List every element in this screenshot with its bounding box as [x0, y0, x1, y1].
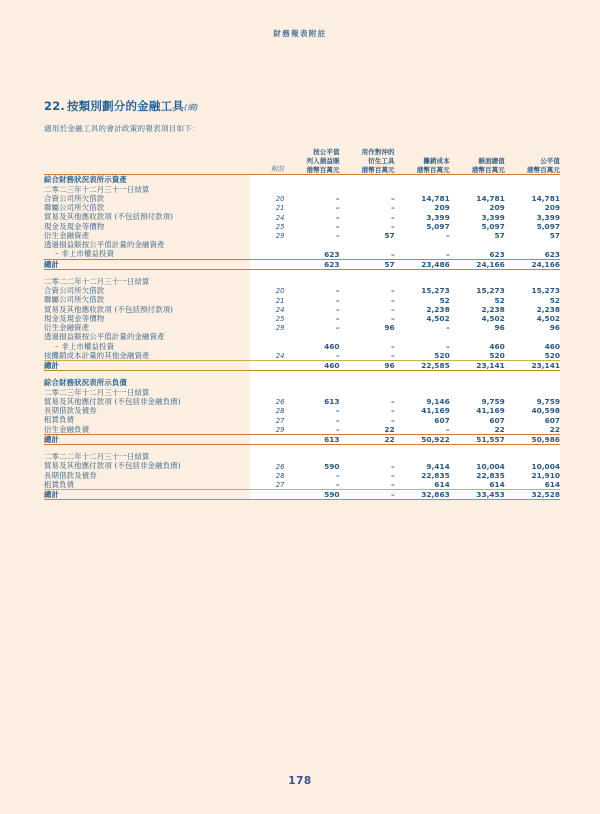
row-note-ref: 25	[250, 222, 284, 231]
table-cell-value	[505, 240, 560, 249]
row-note-ref: 26	[250, 461, 284, 470]
row-note-ref	[250, 342, 284, 351]
table-cell-value	[505, 185, 560, 194]
table-cell-value	[450, 175, 505, 185]
total-label: 總計	[44, 259, 250, 269]
table-period-label	[44, 277, 560, 286]
table-row	[44, 480, 560, 490]
table-cell-value	[395, 185, 450, 194]
row-note-ref: 29	[250, 231, 284, 240]
table-cell-value: 3,399	[505, 212, 560, 221]
note-intro: 適用於金融工具的會計政策的報表項目如下：	[44, 124, 200, 133]
row-note-ref	[250, 240, 284, 249]
row-label: 貿易及其他應收款項 (不包括預付款項)	[44, 212, 174, 222]
table-cell-value: –	[340, 351, 395, 361]
table-cell-value: –	[340, 461, 395, 470]
table-cell-value: –	[340, 471, 395, 480]
table-cell-value: –	[395, 323, 450, 332]
table-cell-value: 2,238	[450, 305, 505, 314]
row-label: – 非上市權益投資	[55, 341, 115, 351]
table-cell-value: 96	[340, 323, 395, 332]
row-label: 現金及現金等價物	[44, 221, 105, 231]
row-label: 按攤銷成本計量的其他金融資產	[44, 350, 150, 360]
table-cell-value	[340, 277, 395, 286]
table-cell-value: –	[284, 406, 339, 415]
period-label: 二零二三年十二月三十一日結算	[44, 387, 150, 397]
note-title-text: 按類別劃分的金融工具	[66, 99, 184, 113]
table-row	[44, 240, 560, 249]
table-cell-value: –	[340, 342, 395, 351]
table-cell-value: –	[284, 286, 339, 295]
row-note-ref: 20	[250, 286, 284, 295]
column-header-fair-value: 公平值 港幣百萬元	[505, 148, 560, 175]
table-cell-value: –	[340, 406, 395, 415]
table-cell-value: 15,273	[505, 286, 560, 295]
table-cell-value	[505, 452, 560, 461]
table-row	[44, 323, 560, 332]
table-cell-value: 5,097	[395, 222, 450, 231]
table-cell-value: –	[284, 351, 339, 361]
table-cell-value	[505, 277, 560, 286]
table-cell-value: –	[284, 323, 339, 332]
table-row	[44, 249, 560, 259]
table-row	[44, 461, 560, 470]
period-label: 二零二二年十二月三十一日結算	[44, 452, 150, 462]
table-row	[44, 222, 560, 231]
table-cell-value	[284, 240, 339, 249]
row-label: 透過損益賬按公平值計量的金融資產	[44, 332, 165, 342]
table-cell-value: 50,922	[395, 434, 450, 444]
table-cell-value: 21,910	[505, 471, 560, 480]
table-cell-value	[340, 332, 395, 341]
period-label: 二零二三年十二月三十一日結算	[44, 184, 150, 194]
table-cell-value	[340, 240, 395, 249]
row-label: 貿易及其他應付款項 (不包括非金融負債)	[44, 461, 181, 471]
table-row	[44, 406, 560, 415]
row-label: 聯屬公司所欠借款	[44, 203, 105, 213]
row-note-ref	[250, 249, 284, 259]
table-cell-value: –	[340, 490, 395, 500]
table-row	[44, 212, 560, 221]
table-cell-value: 623	[450, 249, 505, 259]
table-cell-value: 9,759	[505, 397, 560, 406]
total-label: 總計	[44, 361, 250, 371]
table-total-row	[44, 434, 560, 444]
row-note-ref: 21	[250, 203, 284, 212]
table-row	[44, 194, 560, 203]
table-cell-value: 96	[450, 323, 505, 332]
row-note-ref: 28	[250, 471, 284, 480]
row-note-ref: 29	[250, 425, 284, 435]
table-cell-value: 22	[340, 425, 395, 435]
table-cell-value: 614	[395, 480, 450, 490]
table-cell-value: –	[340, 314, 395, 323]
table-cell-value	[340, 378, 395, 387]
table-cell-value: 613	[284, 397, 339, 406]
table-total-row	[44, 361, 560, 371]
table-cell-value: 22,835	[395, 471, 450, 480]
table-cell-value: –	[284, 222, 339, 231]
table-period-label	[44, 185, 560, 194]
table-cell-value: –	[340, 222, 395, 231]
table-body	[44, 175, 560, 500]
table-cell-value: 607	[450, 415, 505, 424]
table-cell-value: 96	[505, 323, 560, 332]
table-cell-value: –	[284, 415, 339, 424]
table-cell-value: 10,004	[505, 461, 560, 470]
row-label: 租賃負債	[44, 479, 75, 489]
table-cell-value	[284, 388, 339, 397]
row-label: 長期借款及債券	[44, 470, 97, 480]
table-cell-value	[505, 378, 560, 387]
table-cell-value	[340, 185, 395, 194]
table-header	[44, 148, 560, 175]
table-cell-value: 22,835	[450, 471, 505, 480]
table-row	[44, 342, 560, 351]
table-cell-value	[284, 452, 339, 461]
table-cell-value: 52	[450, 295, 505, 304]
page-title	[44, 98, 560, 114]
table-cell-value: 14,781	[505, 194, 560, 203]
table-cell-value: –	[340, 194, 395, 203]
row-label: 衍生金融負債	[44, 424, 90, 434]
row-note-ref	[250, 332, 284, 341]
table-cell-value: 14,781	[450, 194, 505, 203]
table-cell-value: 590	[284, 490, 339, 500]
table-cell-value: –	[340, 295, 395, 304]
table-cell-value	[284, 185, 339, 194]
row-label: 衍生金融資產	[44, 323, 90, 333]
column-header-hedging-derivatives: 用作對沖的 衍生工具 港幣百萬元	[340, 148, 395, 175]
table-cell-value: 623	[284, 249, 339, 259]
table-cell-value: 590	[284, 461, 339, 470]
table-cell-value	[284, 277, 339, 286]
table-cell-value: 22,585	[395, 361, 450, 371]
table-cell-value: –	[340, 203, 395, 212]
table-row	[44, 203, 560, 212]
table-cell-value: 23,141	[505, 361, 560, 371]
table-cell-value: –	[284, 471, 339, 480]
row-label: 聯屬公司所欠借款	[44, 295, 105, 305]
table-cell-value: 24,166	[505, 259, 560, 269]
table-cell-value	[450, 378, 505, 387]
table-cell-value: 209	[395, 203, 450, 212]
table-row	[44, 332, 560, 341]
table-cell-value: 4,502	[505, 314, 560, 323]
table-cell-value: 52	[395, 295, 450, 304]
table-cell-value	[395, 452, 450, 461]
table-row	[44, 295, 560, 304]
table-row	[44, 351, 560, 361]
table-cell-value: 614	[505, 480, 560, 490]
table-cell-value: 460	[450, 342, 505, 351]
row-note-ref: 24	[250, 351, 284, 361]
table-cell-value: 9,759	[450, 397, 505, 406]
table-cell-value	[284, 378, 339, 387]
table-cell-value	[450, 240, 505, 249]
table-cell-value	[340, 388, 395, 397]
table-cell-value: –	[340, 249, 395, 259]
table-cell-value: 15,273	[450, 286, 505, 295]
table-cell-value: 22	[340, 434, 395, 444]
row-label: 貿易及其他應收款項 (不包括預付款項)	[44, 304, 174, 314]
note-continued-marker: (續)	[183, 103, 199, 112]
table-cell-value: –	[284, 212, 339, 221]
column-header-carrying-amount: 賬面總值 港幣百萬元	[450, 148, 505, 175]
row-label: 租賃負債	[44, 415, 75, 425]
table-cell-value: –	[340, 397, 395, 406]
row-label: 合資公司所欠借款	[44, 286, 105, 296]
table-total-row	[44, 490, 560, 500]
table-cell-value: –	[395, 342, 450, 351]
row-label: 現金及現金等價物	[44, 313, 105, 323]
table-cell-value: 209	[505, 203, 560, 212]
table-cell-value	[340, 452, 395, 461]
table-cell-value	[395, 378, 450, 387]
row-label: 長期借款及債券	[44, 406, 97, 416]
table-cell-value: 607	[505, 415, 560, 424]
table-row	[44, 231, 560, 240]
table-section-heading	[44, 175, 560, 185]
table-cell-value: 4,502	[450, 314, 505, 323]
table-cell-value: 613	[284, 434, 339, 444]
table-cell-value: –	[340, 305, 395, 314]
table-cell-value	[340, 175, 395, 185]
table-cell-value: 41,169	[450, 406, 505, 415]
row-note-ref: 24	[250, 305, 284, 314]
table-cell-value	[395, 175, 450, 185]
table-row	[44, 286, 560, 295]
note-content	[44, 98, 560, 500]
table-cell-value	[450, 452, 505, 461]
row-label: 合資公司所欠借款	[44, 193, 105, 203]
table-cell-value	[450, 388, 505, 397]
table-cell-value	[505, 332, 560, 341]
period-label: 二零二二年十二月三十一日結算	[44, 276, 150, 286]
row-note-ref: 29	[250, 323, 284, 332]
section-heading-label: 綜合財務狀況表所示資產	[44, 175, 127, 185]
running-head: 財務報表附註	[273, 29, 327, 38]
table-cell-value: 24,166	[450, 259, 505, 269]
row-label: 透過損益賬按公平值計量的金融資產	[44, 240, 165, 250]
table-cell-value: 57	[505, 231, 560, 240]
table-cell-value	[505, 175, 560, 185]
table-spacer	[44, 445, 560, 453]
table-cell-value: 9,414	[395, 461, 450, 470]
table-cell-value: 5,097	[450, 222, 505, 231]
table-cell-value: –	[284, 480, 339, 490]
table-cell-value	[395, 332, 450, 341]
row-note-ref: 20	[250, 194, 284, 203]
table-row	[44, 314, 560, 323]
note-number: 22.	[44, 99, 65, 113]
row-note-ref: 25	[250, 314, 284, 323]
table-cell-value: 57	[340, 259, 395, 269]
table-cell-value: –	[395, 249, 450, 259]
page-number: 178	[288, 775, 312, 787]
table-cell-value: 57	[450, 231, 505, 240]
table-row	[44, 425, 560, 435]
table-total-row	[44, 259, 560, 269]
table-row	[44, 305, 560, 314]
table-cell-value: 15,273	[395, 286, 450, 295]
table-cell-value: –	[284, 425, 339, 435]
table-cell-value: 96	[340, 361, 395, 371]
table-cell-value: 623	[284, 259, 339, 269]
table-cell-value: –	[340, 212, 395, 221]
table-cell-value: 14,781	[395, 194, 450, 203]
table-cell-value: 614	[450, 480, 505, 490]
total-label: 總計	[44, 434, 250, 444]
row-label: – 非上市權益投資	[55, 249, 115, 259]
row-label: 衍生金融資產	[44, 230, 90, 240]
table-section-heading	[44, 378, 560, 387]
table-cell-value: 22	[505, 425, 560, 435]
table-cell-value: –	[395, 231, 450, 240]
table-cell-value: 50,986	[505, 434, 560, 444]
table-cell-value: 22	[450, 425, 505, 435]
table-cell-value: 460	[284, 361, 339, 371]
column-header-label	[44, 148, 250, 175]
row-note-ref: 27	[250, 480, 284, 490]
table-cell-value: –	[340, 415, 395, 424]
table-cell-value: 52	[505, 295, 560, 304]
table-cell-value: 460	[505, 342, 560, 351]
table-cell-value: 607	[395, 415, 450, 424]
table-cell-value: –	[395, 425, 450, 435]
table-cell-value: 209	[450, 203, 505, 212]
table-cell-value	[450, 185, 505, 194]
column-header-fvpl: 按公平值 列入損益賬 港幣百萬元	[284, 148, 339, 175]
table-period-label	[44, 388, 560, 397]
table-cell-value: 520	[505, 351, 560, 361]
table-cell-value: –	[284, 203, 339, 212]
table-cell-value: –	[284, 305, 339, 314]
table-cell-value	[284, 175, 339, 185]
table-cell-value: 4,502	[395, 314, 450, 323]
column-header-amortised-cost: 攤銷成本 港幣百萬元	[395, 148, 450, 175]
table-cell-value: –	[340, 480, 395, 490]
table-cell-value: 520	[450, 351, 505, 361]
table-row	[44, 415, 560, 424]
table-cell-value: 23,486	[395, 259, 450, 269]
table-cell-value	[395, 277, 450, 286]
table-cell-value: –	[284, 194, 339, 203]
table-cell-value: 23,141	[450, 361, 505, 371]
table-cell-value: 41,169	[395, 406, 450, 415]
table-cell-value: 33,453	[450, 490, 505, 500]
table-cell-value	[505, 388, 560, 397]
table-spacer	[44, 269, 560, 277]
row-note-ref: 27	[250, 415, 284, 424]
row-note-ref: 26	[250, 397, 284, 406]
row-label: 貿易及其他應付款項 (不包括非金融負債)	[44, 396, 181, 406]
table-cell-value	[450, 332, 505, 341]
table-row	[44, 397, 560, 406]
table-cell-value: 2,238	[395, 305, 450, 314]
total-label: 總計	[44, 490, 250, 500]
table-cell-value: –	[284, 314, 339, 323]
financial-instruments-table	[44, 148, 560, 500]
row-note-ref: 28	[250, 406, 284, 415]
table-spacer	[44, 371, 560, 379]
table-cell-value: 9,146	[395, 397, 450, 406]
table-cell-value	[395, 388, 450, 397]
table-cell-value: 32,863	[395, 490, 450, 500]
table-cell-value: 2,238	[505, 305, 560, 314]
table-cell-value	[450, 277, 505, 286]
table-cell-value: 32,528	[505, 490, 560, 500]
row-note-ref: 24	[250, 212, 284, 221]
section-heading-label: 綜合財務狀況表所示負債	[44, 378, 127, 388]
table-cell-value: 51,557	[450, 434, 505, 444]
table-cell-value	[395, 240, 450, 249]
table-cell-value: 5,097	[505, 222, 560, 231]
table-period-label	[44, 452, 560, 461]
table-cell-value: 40,598	[505, 406, 560, 415]
table-cell-value: 460	[284, 342, 339, 351]
table-cell-value	[284, 332, 339, 341]
table-row	[44, 471, 560, 480]
table-cell-value: –	[284, 295, 339, 304]
column-header-note: 附註	[250, 148, 284, 175]
table-cell-value: –	[340, 286, 395, 295]
table-cell-value: 3,399	[450, 212, 505, 221]
table-cell-value: 57	[340, 231, 395, 240]
table-cell-value: –	[284, 231, 339, 240]
table-cell-value: 3,399	[395, 212, 450, 221]
table-cell-value: 623	[505, 249, 560, 259]
table-cell-value: 10,004	[450, 461, 505, 470]
row-note-ref: 21	[250, 295, 284, 304]
table-cell-value: 520	[395, 351, 450, 361]
